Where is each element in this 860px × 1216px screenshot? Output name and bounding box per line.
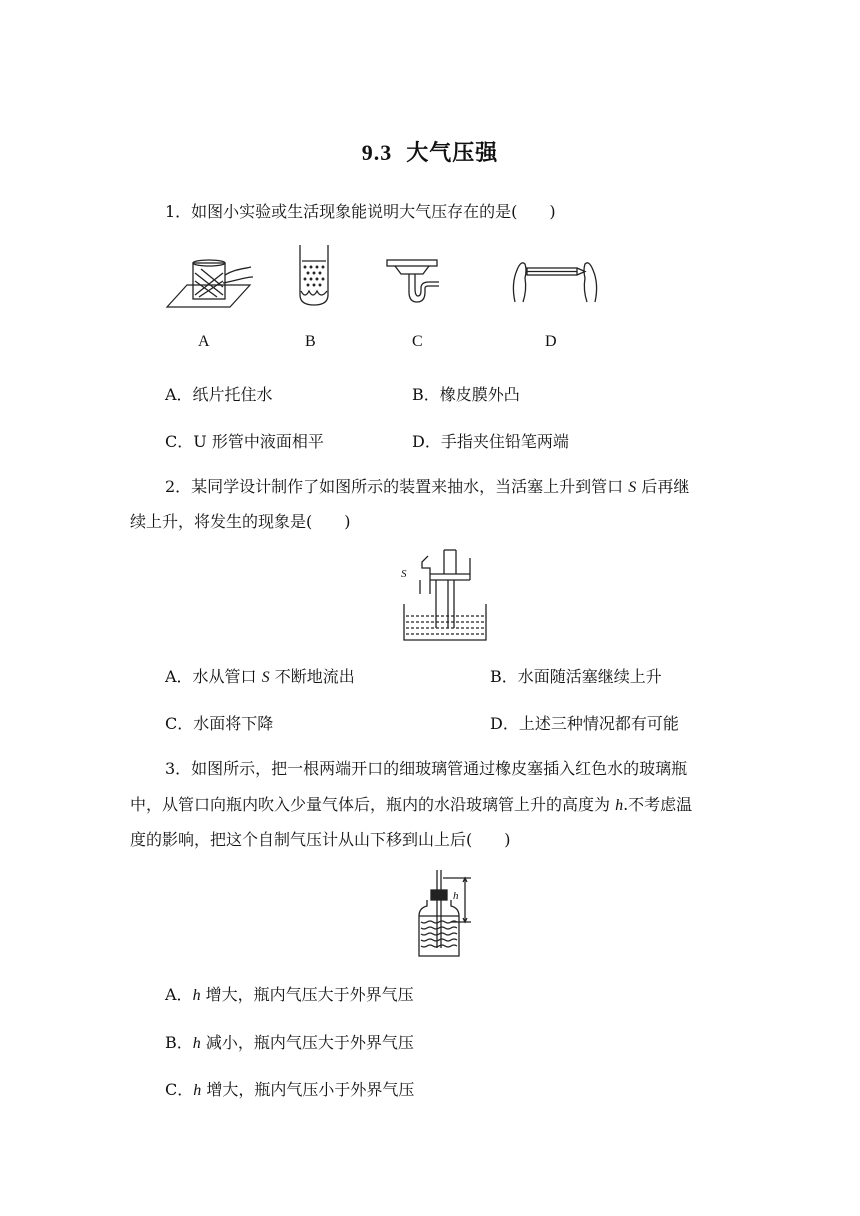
q2-stem-var-s: S bbox=[628, 479, 637, 496]
q2-option-d[interactable]: D．上述三种情况都有可能 bbox=[490, 714, 679, 733]
q3-option-a[interactable] bbox=[165, 982, 414, 1005]
figure-c-u-trap bbox=[385, 258, 445, 308]
figure-d-pencil-fingers bbox=[507, 256, 602, 306]
figure-a-paper-water bbox=[165, 255, 265, 310]
section-title: 大气压强 bbox=[406, 140, 499, 166]
q3-stem-text-post: .不考虑温 bbox=[623, 795, 693, 814]
question-1-stem: 1．如图小实验或生活现象能说明大气压存在的是( ) bbox=[165, 202, 556, 221]
q3-option-c-text: 增大，瓶内气压小于外界气压 bbox=[201, 1080, 415, 1099]
q1-option-d[interactable]: D．手指夹住铅笔两端 bbox=[412, 432, 569, 451]
figure-label-d: D bbox=[545, 333, 557, 350]
page-title bbox=[0, 136, 860, 167]
q2-option-a-text-post: 不断地流出 bbox=[269, 667, 355, 686]
q3-option-b-text: 减小，瓶内气压大于外界气压 bbox=[200, 1033, 414, 1052]
question-3-stem-line1: 3．如图所示，把一根两端开口的细玻璃管通过橡皮塞插入红色水的玻璃瓶 bbox=[165, 759, 688, 778]
q2-option-b[interactable]: B．水面随活塞继续上升 bbox=[490, 667, 662, 686]
q3-option-c[interactable] bbox=[165, 1077, 414, 1100]
q3-option-b-prefix: B． bbox=[165, 1033, 193, 1052]
figure-label-b: B bbox=[305, 333, 316, 350]
q2-option-a[interactable] bbox=[165, 664, 355, 687]
figure-label-a: A bbox=[198, 333, 210, 350]
question-3-stem-line2 bbox=[130, 788, 692, 823]
figure-b-test-tube bbox=[296, 243, 336, 308]
section-number: 9.3 bbox=[361, 140, 393, 165]
figure-pump-apparatus bbox=[400, 548, 490, 643]
q2-option-a-var: S bbox=[261, 669, 270, 686]
q3-option-a-var: h bbox=[192, 987, 201, 1004]
q1-option-a[interactable]: A．纸片托住水 bbox=[165, 385, 273, 404]
q3-option-b[interactable] bbox=[165, 1030, 414, 1053]
q2-stem-text-post: 后再继 bbox=[636, 477, 690, 496]
q1-option-b[interactable]: B．橡皮膜外凸 bbox=[412, 385, 520, 404]
figure-barometer-bottle bbox=[415, 868, 480, 960]
q3-option-b-var: h bbox=[192, 1035, 201, 1052]
question-2-stem-line1 bbox=[165, 470, 689, 505]
q3-stem-var-h: h bbox=[615, 797, 624, 814]
q3-option-a-prefix: A． bbox=[165, 985, 193, 1004]
figure-label-c: C bbox=[412, 333, 423, 350]
q2-option-a-text: A．水从管口 bbox=[165, 667, 262, 686]
barometer-label-h: h bbox=[453, 890, 459, 902]
q2-option-c[interactable]: C．水面将下降 bbox=[165, 714, 274, 733]
q2-stem-text: 2．某同学设计制作了如图所示的装置来抽水，当活塞上升到管口 bbox=[165, 477, 629, 496]
pump-label-s: S bbox=[401, 568, 407, 580]
q3-option-a-text: 增大，瓶内气压大于外界气压 bbox=[200, 985, 414, 1004]
q3-option-c-prefix: C． bbox=[165, 1080, 194, 1099]
q1-option-c[interactable]: C．U 形管中液面相平 bbox=[165, 432, 324, 451]
question-2-stem-line2: 续上升，将发生的现象是( ) bbox=[130, 512, 351, 531]
question-3-stem-line3: 度的影响，把这个自制气压计从山下移到山上后( ) bbox=[130, 830, 511, 849]
q3-stem-text: 中，从管口向瓶内吹入少量气体后，瓶内的水沿玻璃管上升的高度为 bbox=[130, 795, 616, 814]
q3-option-c-var: h bbox=[193, 1082, 202, 1099]
